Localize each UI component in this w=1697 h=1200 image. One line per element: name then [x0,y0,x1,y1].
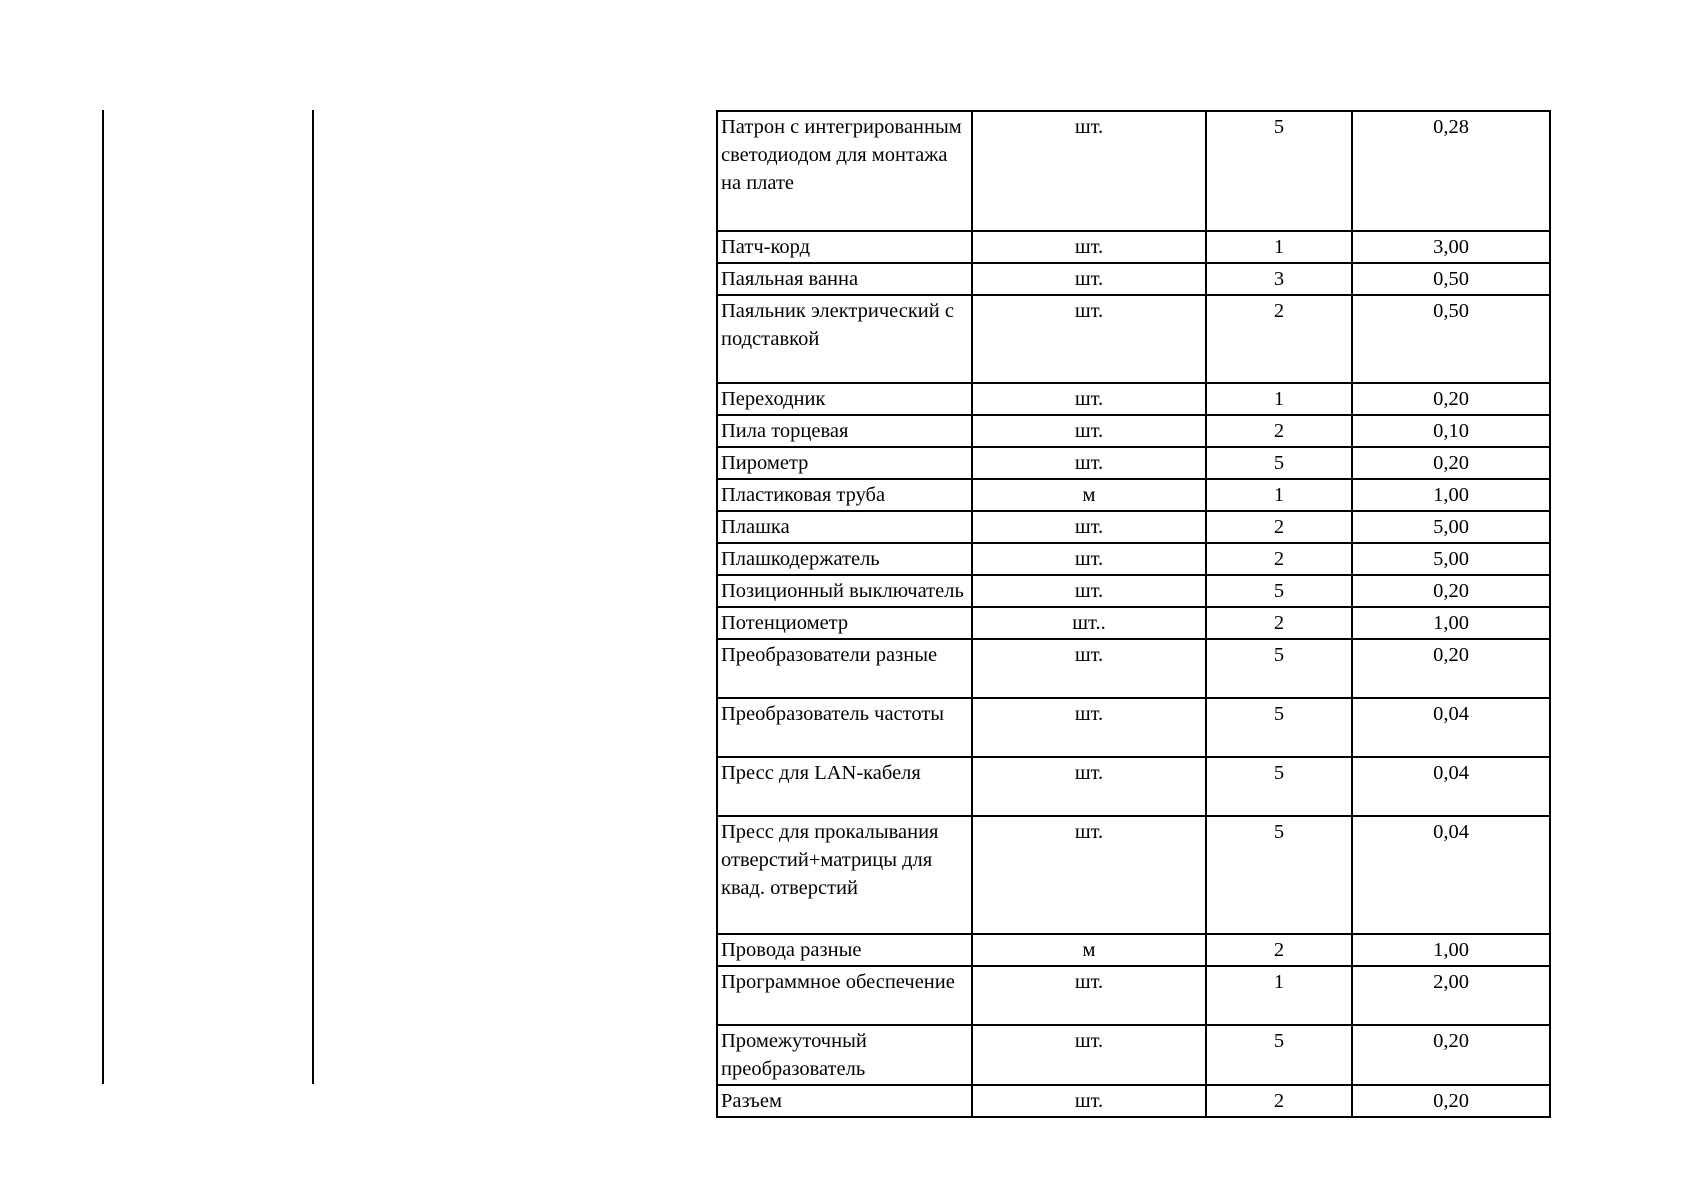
item-unit: м [972,479,1206,511]
item-name: Потенциометр [717,607,972,639]
item-name: Пластиковая труба [717,479,972,511]
table-row [717,757,1550,816]
item-value: 1,00 [1352,934,1550,966]
item-quantity: 5 [1206,816,1352,934]
item-value: 0,20 [1352,383,1550,415]
item-quantity: 3 [1206,263,1352,295]
item-unit: шт. [972,698,1206,757]
left-column-border [102,110,104,1084]
item-quantity: 2 [1206,543,1352,575]
item-value: 0,50 [1352,295,1550,383]
item-value: 2,00 [1352,966,1550,1025]
item-quantity: 2 [1206,295,1352,383]
table-row [717,447,1550,479]
item-quantity: 5 [1206,111,1352,231]
table-row [717,511,1550,543]
item-quantity: 5 [1206,639,1352,698]
item-unit: шт. [972,295,1206,383]
item-name: Паяльная ванна [717,263,972,295]
item-quantity: 1 [1206,383,1352,415]
table-row [717,479,1550,511]
item-value: 1,00 [1352,607,1550,639]
item-value: 0,20 [1352,575,1550,607]
item-value: 0,10 [1352,415,1550,447]
item-quantity: 2 [1206,1085,1352,1117]
item-unit: м [972,934,1206,966]
item-name: Патрон с интегрированным светодиодом для монтажа на плате [717,111,972,231]
table-row [717,1025,1550,1085]
item-value: 0,04 [1352,757,1550,816]
item-value: 5,00 [1352,543,1550,575]
item-unit: шт. [972,1085,1206,1117]
item-unit: шт. [972,447,1206,479]
item-unit: шт. [972,543,1206,575]
item-name: Преобразователь частоты [717,698,972,757]
item-name: Разъем [717,1085,972,1117]
item-name: Пирометр [717,447,972,479]
item-value: 0,04 [1352,816,1550,934]
item-unit: шт. [972,816,1206,934]
item-value: 5,00 [1352,511,1550,543]
table-row [717,383,1550,415]
item-name: Программное обеспечение [717,966,972,1025]
equipment-table [716,110,1551,1118]
item-name: Плашка [717,511,972,543]
item-quantity: 5 [1206,698,1352,757]
item-name: Патч-корд [717,231,972,263]
table-row [717,1085,1550,1117]
item-quantity: 5 [1206,757,1352,816]
item-unit: шт. [972,111,1206,231]
item-unit: шт. [972,1025,1206,1085]
item-name: Провода разные [717,934,972,966]
item-quantity: 5 [1206,575,1352,607]
item-quantity: 1 [1206,479,1352,511]
item-unit: шт. [972,511,1206,543]
table-row [717,111,1550,231]
item-unit: шт.. [972,607,1206,639]
table-row [717,415,1550,447]
item-unit: шт. [972,575,1206,607]
item-quantity: 5 [1206,1025,1352,1085]
item-value: 1,00 [1352,479,1550,511]
item-name: Переходник [717,383,972,415]
item-value: 0,20 [1352,1025,1550,1085]
item-unit: шт. [972,415,1206,447]
item-unit: шт. [972,639,1206,698]
item-quantity: 2 [1206,934,1352,966]
table-row [717,934,1550,966]
item-name: Промежуточный преобразователь [717,1025,972,1085]
item-name: Пила торцевая [717,415,972,447]
item-quantity: 2 [1206,511,1352,543]
item-unit: шт. [972,231,1206,263]
item-name: Позиционный выключатель [717,575,972,607]
table-row [717,543,1550,575]
item-unit: шт. [972,966,1206,1025]
table-row [717,263,1550,295]
table-row [717,698,1550,757]
item-quantity: 1 [1206,966,1352,1025]
item-name: Плашкодержатель [717,543,972,575]
item-quantity: 2 [1206,607,1352,639]
item-unit: шт. [972,757,1206,816]
table-row [717,295,1550,383]
item-unit: шт. [972,263,1206,295]
item-value: 3,00 [1352,231,1550,263]
item-value: 0,20 [1352,639,1550,698]
item-value: 0,28 [1352,111,1550,231]
item-value: 0,20 [1352,447,1550,479]
item-value: 0,50 [1352,263,1550,295]
item-quantity: 2 [1206,415,1352,447]
table-row [717,607,1550,639]
table-row [717,575,1550,607]
item-quantity: 1 [1206,231,1352,263]
item-name: Преобразователи разные [717,639,972,698]
item-name: Пресс для LAN-кабеля [717,757,972,816]
table-row [717,816,1550,934]
middle-column-border [312,110,314,1084]
item-unit: шт. [972,383,1206,415]
table-row [717,639,1550,698]
table-row [717,231,1550,263]
item-value: 0,04 [1352,698,1550,757]
item-quantity: 5 [1206,447,1352,479]
item-name: Пресс для прокалывания отверстий+матрицы для квад. отверстий [717,816,972,934]
item-value: 0,20 [1352,1085,1550,1117]
table-row [717,966,1550,1025]
item-name: Паяльник электрический с подставкой [717,295,972,383]
